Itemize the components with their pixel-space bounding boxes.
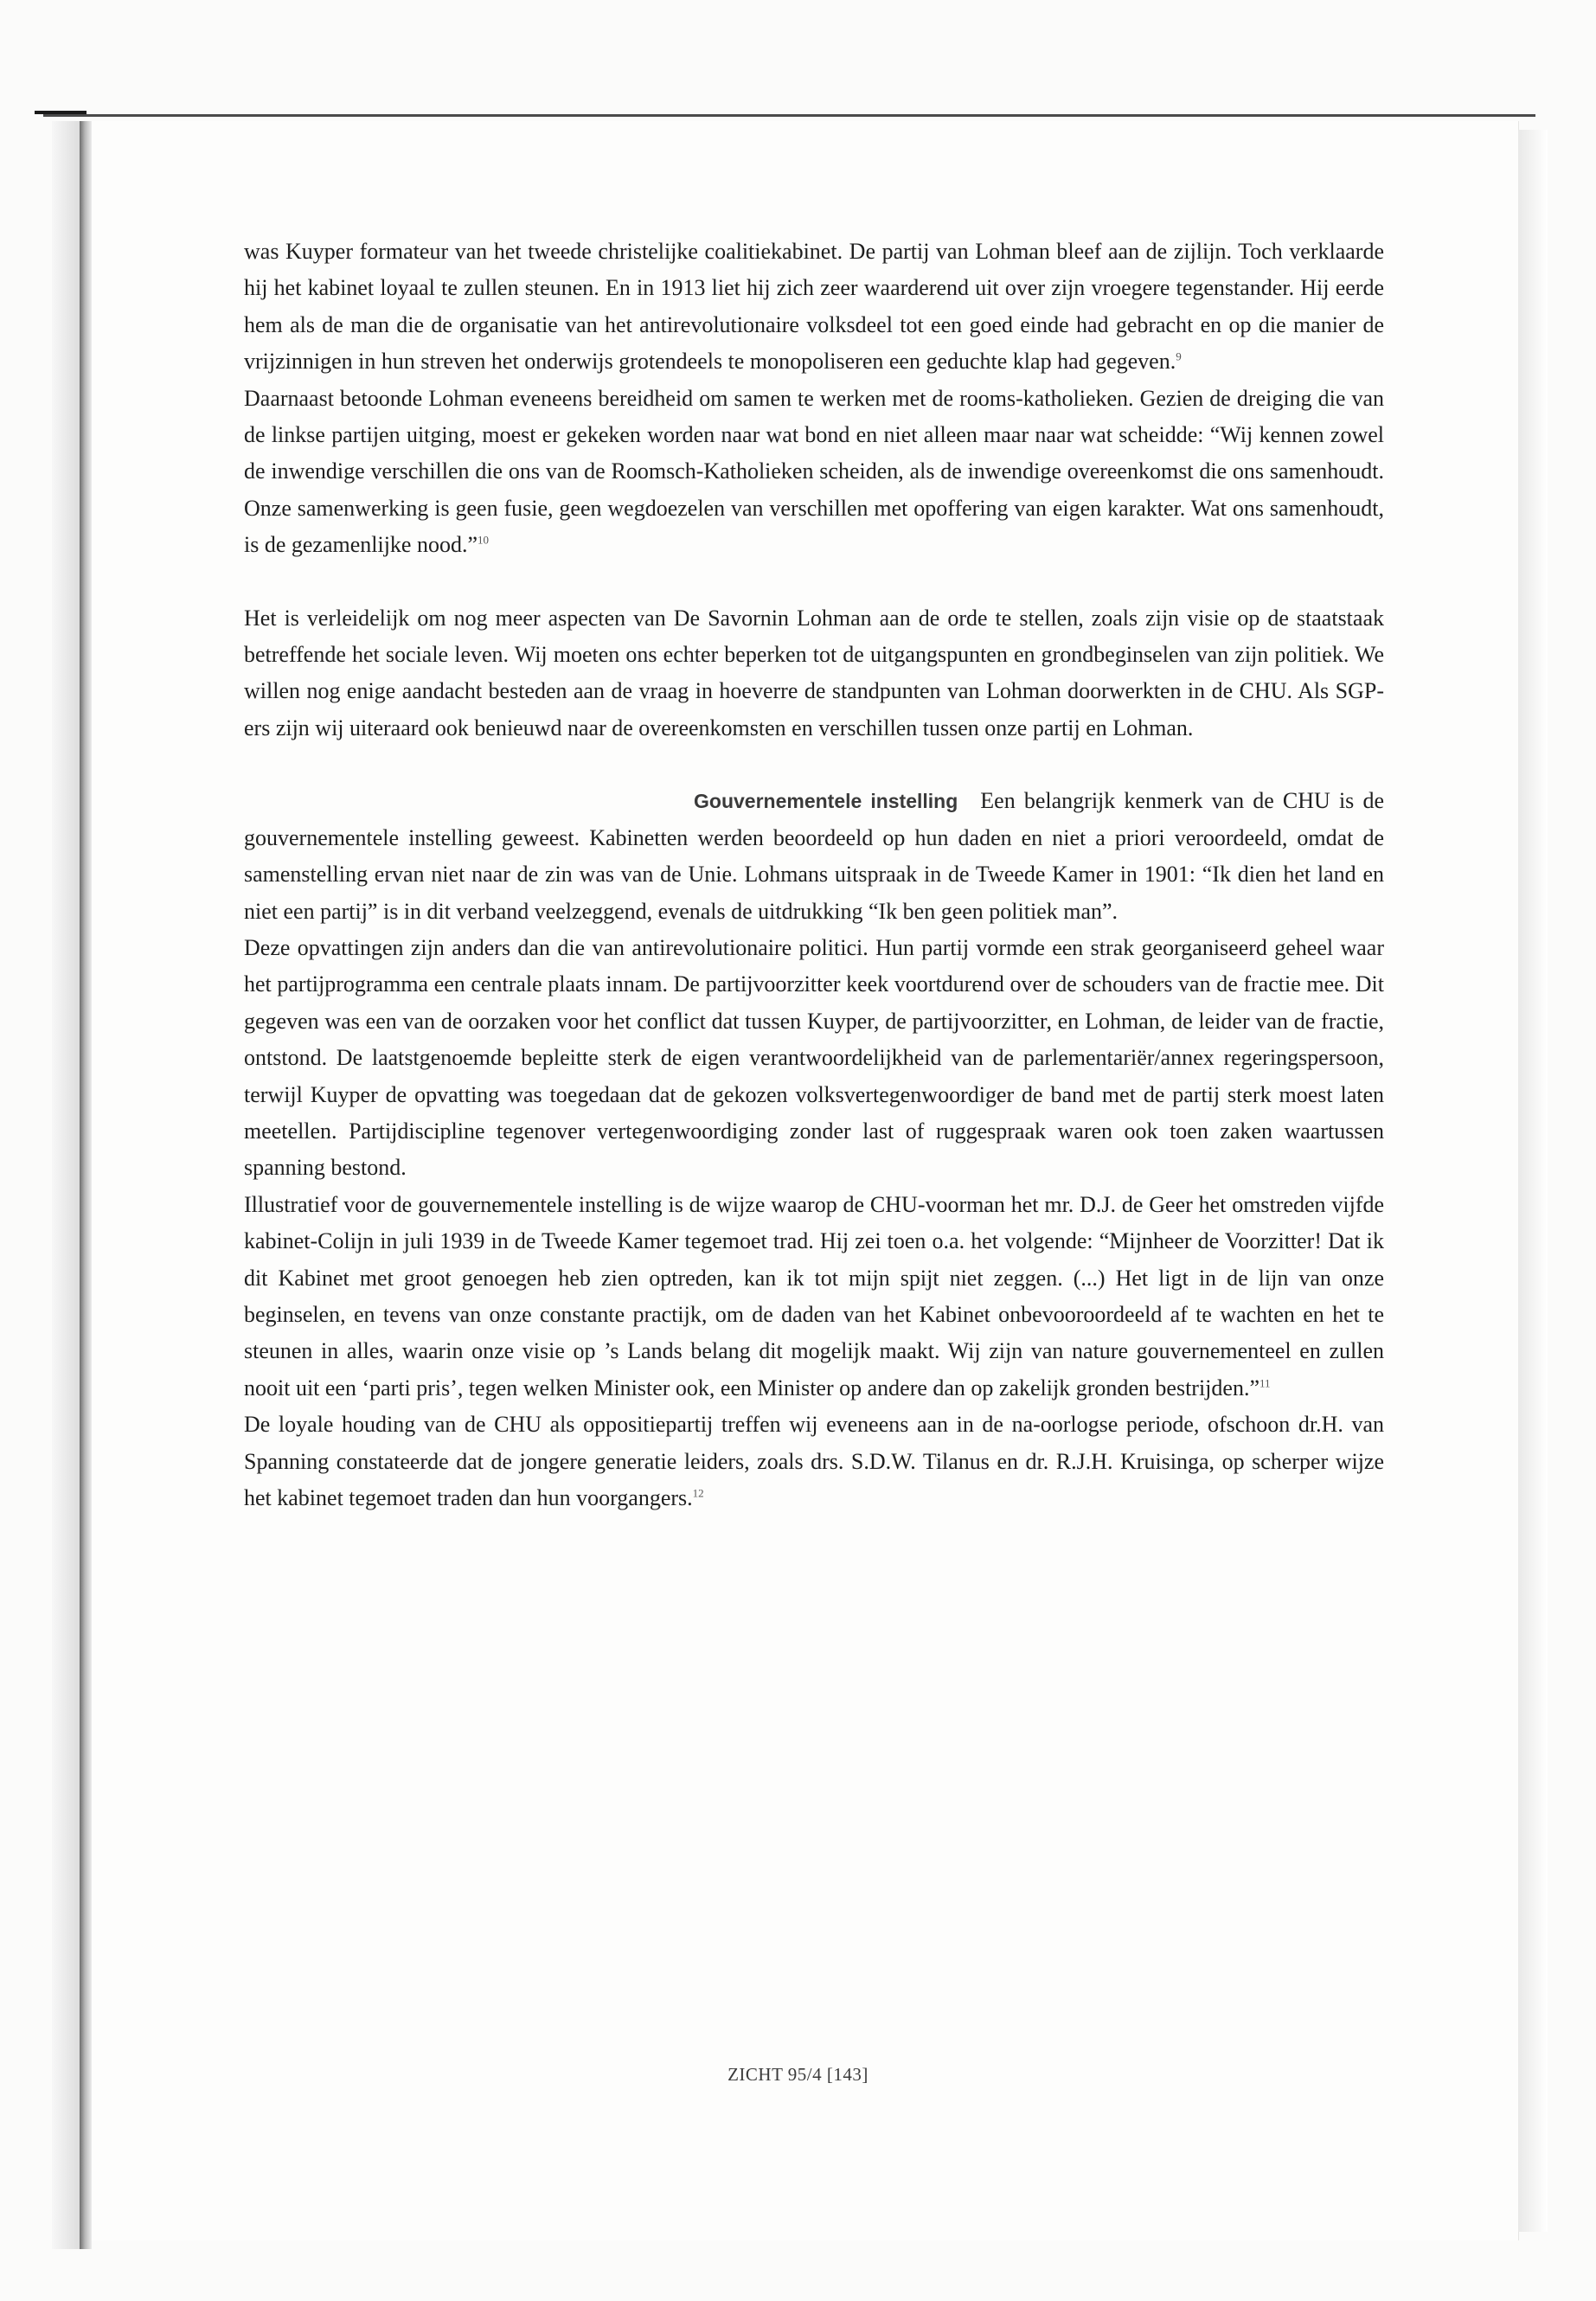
article-body: [244, 234, 1384, 1516]
paragraph: De loyale houding van de CHU als oppositiepartij treffen wij eveneens aan in de na-oorlogse periode, ofschoon dr.H. van Spanning constateerde dat de jongere generatie leiders, zoals drs. S.D.W. Tilanus en dr. R.J.H. Kruisinga, op scherper wijze het kabinet tegemoet traden dan hun voorgangers.$^{12}$: [244, 1412, 1384, 1510]
paragraph: Deze opvattingen zijn anders dan die van antirevolutionaire politici. Hun partij vormde een strak georganiseerd geheel waar het partijprogramma een centrale plaats innam. De partijvoorzitter keek voortdurend over de schouders van de fractie mee. Dit gegeven was een van de oorzaken voor het conflict dat tussen Kuyper, de partijvoorzitter, en Lohman, de leider van de fractie, ontstond. De laatstgenoemde bepleitte sterk de eigen verantwoordelijkheid van de parlementariër/annex regeringspersoon, terwijl Kuyper de opvatting was toegedaan dat de gekozen volksvertegenwoordiger de band met de partij sterk moest laten meetellen. Partijdiscipline tegenover vertegenwoordiging zonder last of ruggespraak waren ook toen zaken waartussen spanning bestond.: [244, 934, 1384, 1181]
footnote-ref: 10: [478, 533, 490, 547]
paragraph: Daarnaast betoonde Lohman eveneens bereidheid om samen te werken met de rooms-katholieken. Gezien de dreiging die van de linkse partijen uitging, moest er gekeken worden naar wat bond en niet alleen maar naar wat scheidde: “Wij kennen zowel de inwendige verschillen die ons van de Roomsch-Katholieken scheiden, als de inwendige overeenkomst die ons samenhoudt. Onze samenwerking is geen fusie, geen wegdoezelen van verschillen met opoffering van eigen karakter. Wat ons samenhoudt, is de gezamenlijke nood.”$^{10}$: [244, 385, 1384, 558]
paragraph: was Kuyper formateur van het tweede christelijke coalitiekabinet. De partij van Lohman bleef aan de zijlijn. Toch verklaarde hij het kabinet loyaal te zullen steunen. En in 1913 liet hij zich zeer waarderend uit over zijn vroegere tegenstander. Hij eerde hem als de man die de organisatie van het antirevolutionaire volksdeel tot een goed einde had gebracht en op die manier de vrijzinnigen in hun streven het onderwijs grotendeels te monopoliseren een geduchte klap had gegeven.$^9$: [244, 239, 1384, 375]
footnote-ref: 9: [1176, 349, 1182, 363]
top-edge-line: [43, 114, 1535, 117]
paragraph: Het is verleidelijk om nog meer aspecten van De Savornin Lohman aan de orde te stellen, zoals zijn visie op de staatstaak betreffende het sociale leven. Wij moeten ons echter beperken tot de uitgangspunten en grondbeginselen van zijn politiek. We willen nog enige aandacht besteden aan de vraag in hoeverre de standpunten van Lohman doorwerkten in de CHU. Als SGP-ers zijn wij uiteraard ook benieuwd naar de overeenkomsten en verschillen tussen onze partij en Lohman.: [244, 605, 1384, 740]
page-footer: ZICHT 95/4 [143]: [727, 2064, 869, 2085]
paragraph: Illustratief voor de gouvernementele instelling is de wijze waarop de CHU-voorman het mr. D.J. de Geer het omstreden vijfde kabinet-Colijn in juli 1939 in de Tweede Kamer tegemoet trad. Hij zei toen o.a. het volgende: “Mijnheer de Voorzitter! Dat ik dit Kabinet met groot genoegen heb zien optreden, kan ik tot mijn spijt niet zeggen. (...) Het ligt in de lijn van onze beginselen, en tevens van onze constante practijk, om de daden van het Kabinet onbevooroordeeld af te wachten en het te steunen in alles, waarin onze visie op ’s Lands belang dit mogelijk maakt. Wij zijn van nature gouvernementeel en zullen nooit uit een ‘parti pris’, tegen welken Minister ook, een Minister op andere dan op zakelijk gronden bestrijden.”$^{11}$: [244, 1191, 1384, 1400]
paragraph: Gouvernementele instelling Een belangrijk kenmerk van de CHU is de gouvernementele instelling geweest. Kabinetten werden beoordeeld op hun daden en niet a priori veroordeeld, omdat de samenstelling ervan niet naar de zin was van de Unie. Lohmans uitspraak in de Tweede Kamer in 1901: “Ik dien het land en niet een partij” is in dit verband veelzeggend, evenals de uitdrukking “Ik ben geen politiek man”.: [244, 788, 1384, 924]
top-edge-mark: [35, 111, 87, 114]
footnote-ref: 12: [692, 1486, 704, 1500]
footnote-ref: 11: [1259, 1376, 1271, 1390]
section-heading: Gouvernementele instelling: [694, 790, 958, 813]
gutter-shadow: [80, 121, 92, 2249]
book-spine: [52, 121, 81, 2249]
page-edge: [1518, 130, 1548, 2232]
